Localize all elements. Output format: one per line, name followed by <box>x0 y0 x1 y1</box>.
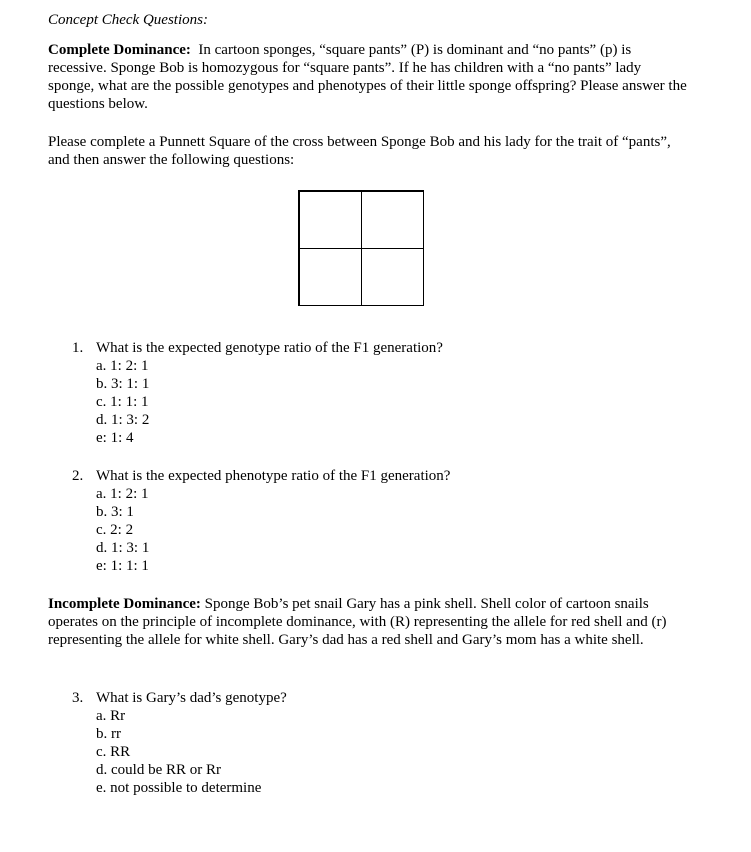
complete-dominance-heading: Complete Dominance: <box>48 42 191 58</box>
answer-option: e: 1: 4 <box>96 430 134 446</box>
answer-option: c. 1: 1: 1 <box>96 394 149 410</box>
question-number: 1. <box>72 340 84 356</box>
complete-dominance-text: In cartoon sponges, “square pants” (P) is dominant and “no pants” (p) is recessive. Sponge Bob is homozygous for “square pants”. If he has children with a “no pants” lady sponge, what are the possible genotypes and phenotypes of their little sponge offspring? Please answer the questions below. <box>48 42 691 112</box>
punnett-cell[interactable] <box>299 248 362 306</box>
punnett-cell[interactable] <box>299 191 362 249</box>
answer-option: c. RR <box>96 744 131 760</box>
answer-option: d. 1: 3: 2 <box>96 412 150 428</box>
incomplete-dominance-paragraph <box>48 595 688 649</box>
section-title: Concept Check Questions: <box>48 12 208 28</box>
answer-option: a. 1: 2: 1 <box>96 486 149 502</box>
incomplete-dominance-text: Sponge Bob’s pet snail Gary has a pink shell. Shell color of cartoon snails operates on the principle of incomplete dominance, with (R) representing the allele for red shell and (r) representing the allele for white shell. Gary’s dad has a red shell and Gary’s mom has a white shell. <box>48 596 671 648</box>
punnett-square <box>298 190 424 306</box>
punnett-cell[interactable] <box>361 248 424 306</box>
answer-option: c. 2: 2 <box>96 522 134 538</box>
answer-option: a. Rr <box>96 708 126 724</box>
question-text: What is the expected genotype ratio of the F1 generation? <box>96 340 443 356</box>
question-3 <box>72 689 287 797</box>
answer-option: b. rr <box>96 726 121 742</box>
answer-option: d. could be RR or Rr <box>96 762 221 778</box>
question-1 <box>72 339 443 447</box>
punnett-instructions: Please complete a Punnett Square of the cross between Sponge Bob and his lady for the trait of “pants”, and then answer the following questions: <box>48 134 671 168</box>
answer-option: e. not possible to determine <box>96 780 262 796</box>
incomplete-dominance-heading: Incomplete Dominance: <box>48 596 201 612</box>
question-number: 3. <box>72 690 84 706</box>
question-number: 2. <box>72 468 84 484</box>
answer-option: b. 3: 1: 1 <box>96 376 150 392</box>
answer-option: d. 1: 3: 1 <box>96 540 150 556</box>
answer-option: b. 3: 1 <box>96 504 134 520</box>
answer-option: e: 1: 1: 1 <box>96 558 149 574</box>
answer-option: a. 1: 2: 1 <box>96 358 149 374</box>
question-text: What is the expected phenotype ratio of the F1 generation? <box>96 468 451 484</box>
complete-dominance-paragraph <box>48 41 691 113</box>
question-text: What is Gary’s dad’s genotype? <box>96 690 287 706</box>
question-2 <box>72 467 450 575</box>
punnett-cell[interactable] <box>361 191 424 249</box>
